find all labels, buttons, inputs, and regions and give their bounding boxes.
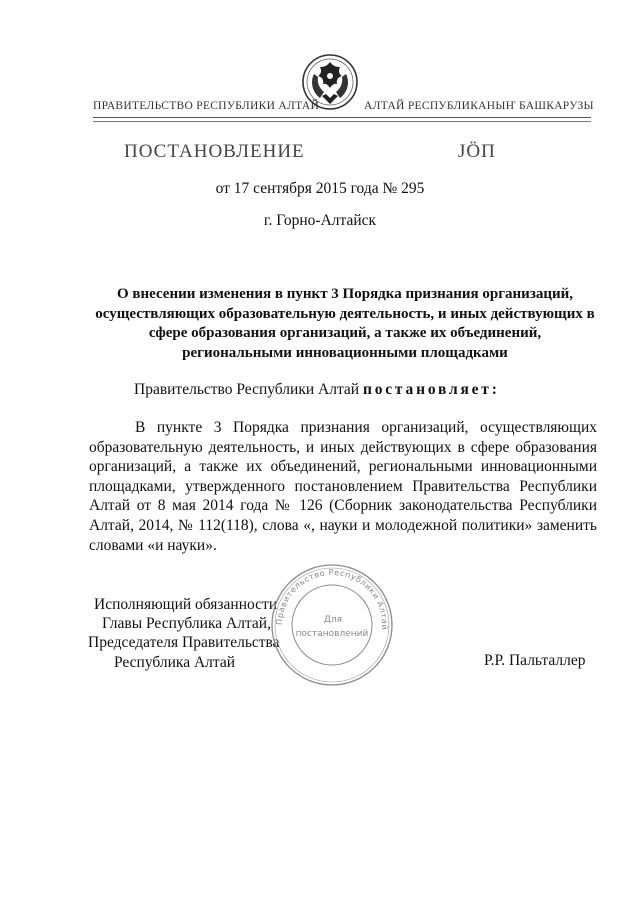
doc-type-altai: JÖП [458, 141, 496, 162]
stamp-ring-text: Правительство Республики Алтай [274, 567, 390, 631]
resolution-body: В пункте 3 Порядка признания организаций, осуществляющих образовательную деятельность, и иных действующих в сфере образования организаций, а также их объединений, региональными инновационными площадками, утвержденного постановлением Правительства Республики Алтай от 8 мая 2014 года № 126 (Сборник законодательства Республики Алтай, 2014, № 112(118), слова «, науки и молодежной политики» заменить словами «и науки». [89, 419, 597, 554]
preamble [134, 381, 500, 399]
signature-line-1: Исполняющий обязанности [94, 596, 278, 613]
header-rule-thin [93, 121, 591, 122]
document-date-number: от 17 сентября 2015 года № 295 [215, 180, 425, 197]
official-stamp [267, 560, 397, 690]
org-name-altai: АЛТАЙ РЕСПУБЛИКАНЫҤ БАШКАРУЗЫ [364, 100, 594, 112]
document-title: О внесении изменения в пункт 3 Порядка признания организаций, осуществляющих образовательную деятельность, и иных действующих в сфере образования организаций, а также их объединений, региональными инновационными площадками [95, 286, 595, 361]
signer-name: Р.Р. Пальталлер [484, 652, 586, 669]
stamp-center-line-2: постановлений [295, 629, 369, 639]
header-rule-thick [93, 117, 591, 118]
preamble-text: Правительство Республики Алтай [134, 381, 363, 398]
signature-block [88, 595, 280, 672]
signature-line-3: Председателя Правительства [88, 634, 280, 652]
doc-type-russian: ПОСТАНОВЛЕНИЕ [124, 141, 305, 162]
stamp-center-line-1: Для [323, 615, 343, 625]
org-name-russian: ПРАВИТЕЛЬСТВО РЕСПУБЛИКИ АЛТАЙ [93, 100, 320, 112]
document-city: г. Горно-Алтайск [263, 212, 377, 229]
signature-line-2: Главы Республика Алтай, [102, 615, 271, 633]
signature-line-4: Республика Алтай [114, 653, 236, 671]
preamble-emphasis: постановляет: [362, 381, 500, 398]
